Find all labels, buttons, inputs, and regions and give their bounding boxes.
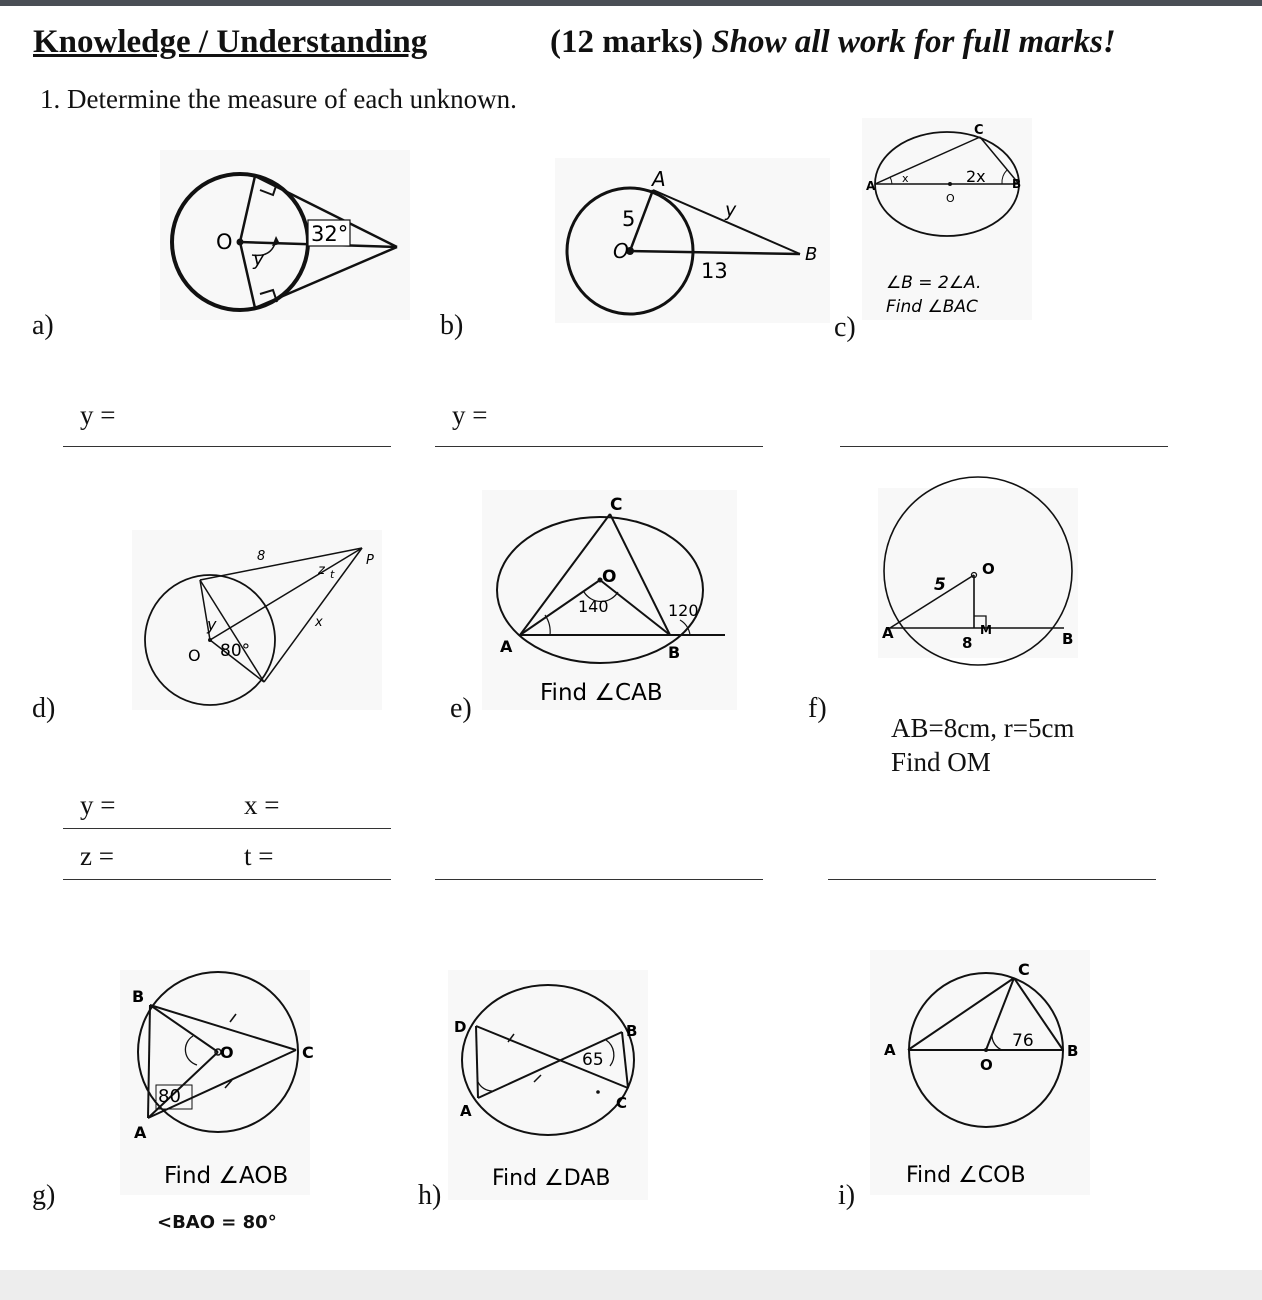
answer-line-e[interactable] (435, 879, 763, 880)
f-find: Find OM (891, 747, 991, 777)
figure-i (870, 950, 1090, 1195)
label-c: c) (834, 312, 856, 343)
g-point-c: C (302, 1043, 314, 1062)
e-point-a: A (500, 637, 513, 656)
a-center-label: O (216, 230, 233, 254)
e-angle-120: 120 (668, 601, 699, 620)
label-e: e) (450, 693, 472, 724)
c-find: Find ∠BAC (886, 297, 978, 317)
d-point-p: P (366, 553, 374, 568)
f-given: AB=8cm, r=5cm (891, 713, 1075, 743)
e-point-c: C (610, 495, 623, 515)
figure-d (132, 530, 382, 710)
b-center-label: O (613, 239, 629, 263)
h-point-c: C (616, 1094, 628, 1112)
answer-d-y: y = (80, 790, 116, 820)
c-var-2x: 2x (966, 167, 986, 186)
e-point-b: B (668, 643, 681, 662)
label-i: i) (838, 1180, 856, 1211)
figure-c (862, 118, 1032, 320)
bottom-margin (0, 1270, 1262, 1300)
b-var-y: y (725, 199, 737, 221)
g-point-b: B (132, 987, 145, 1006)
d-var-x: x (315, 615, 323, 630)
b-length-label: 13 (701, 259, 728, 283)
h-point-d: D (454, 1018, 467, 1036)
question-instruction: 1. Determine the measure of each unknown. (40, 84, 517, 114)
i-angle-label: 76 (1012, 1031, 1034, 1051)
g-center-label: O (220, 1043, 234, 1062)
figure-e (482, 490, 737, 710)
show-work-note: Show all work for full marks! (711, 24, 1116, 60)
h-find: Find ∠DAB (492, 1166, 611, 1191)
d-center-label: O (188, 646, 201, 665)
b-point-b: B (805, 244, 818, 265)
e-center-label: O (602, 567, 617, 587)
answer-line-a[interactable] (63, 446, 391, 447)
b-radius-label: 5 (622, 207, 636, 231)
answer-line-b[interactable] (435, 446, 763, 447)
label-f: f) (808, 693, 827, 724)
g-find: Find ∠AOB (164, 1163, 289, 1189)
h-angle-label: 65 (582, 1050, 604, 1070)
figure-h (448, 970, 648, 1200)
e-angle-140: 140 (578, 597, 609, 616)
c-point-b: B (1012, 177, 1022, 191)
i-center-label: O (980, 1056, 993, 1074)
figure-b (555, 158, 830, 323)
section-title: Knowledge / Understanding (33, 24, 428, 60)
d-var-t: t (330, 568, 335, 581)
b-point-a: A (652, 167, 666, 191)
c-point-c: C (974, 123, 984, 138)
h-point-a: A (460, 1102, 472, 1120)
answer-line-d1[interactable] (63, 828, 391, 829)
marks-instruction (550, 24, 1116, 61)
answer-d-z: z = (80, 841, 114, 871)
c-center-label: O (946, 192, 955, 205)
i-point-a: A (884, 1041, 896, 1059)
h-point-b: B (626, 1022, 638, 1040)
answer-line-c[interactable] (840, 446, 1168, 447)
g-given: <BAO = 80° (157, 1212, 277, 1233)
f-point-m: M (980, 623, 992, 637)
c-var-x: x (902, 172, 909, 185)
c-point-a: A (866, 179, 876, 193)
i-point-b: B (1067, 1042, 1079, 1060)
i-point-c: C (1018, 960, 1030, 979)
answer-b-y: y = (452, 400, 488, 430)
f-radius-label: 5 (934, 575, 946, 595)
label-h: h) (418, 1180, 442, 1211)
f-center-label: O (982, 560, 995, 578)
a-angle-label: 32° (311, 222, 349, 246)
top-border (0, 0, 1262, 6)
label-g: g) (32, 1180, 56, 1211)
answer-line-d2[interactable] (63, 879, 391, 880)
figure-f (878, 488, 1078, 658)
answer-d-t: t = (244, 841, 274, 871)
a-var-y: y (253, 248, 265, 270)
g-angle-label: 80 (158, 1086, 181, 1107)
figure-g (120, 970, 314, 1195)
d-angle-label: 80° (220, 641, 251, 661)
c-given: ∠B = 2∠A. (886, 273, 982, 293)
label-a: a) (32, 310, 54, 341)
answer-d-x: x = (244, 790, 280, 820)
d-length-label: 8 (257, 549, 266, 564)
f-point-a: A (882, 624, 894, 642)
e-find: Find ∠CAB (540, 680, 663, 706)
d-var-y: y (207, 615, 217, 634)
label-b: b) (440, 310, 464, 341)
g-point-a: A (134, 1123, 147, 1142)
i-find: Find ∠COB (906, 1163, 1026, 1188)
marks-count: (12 marks) (550, 24, 704, 60)
answer-line-f[interactable] (828, 879, 1156, 880)
f-point-b: B (1062, 630, 1074, 648)
d-var-z: z (318, 563, 325, 578)
label-d: d) (32, 693, 56, 724)
f-half-label: 8 (962, 634, 973, 652)
answer-a-y: y = (80, 400, 116, 430)
figure-a (160, 150, 410, 320)
